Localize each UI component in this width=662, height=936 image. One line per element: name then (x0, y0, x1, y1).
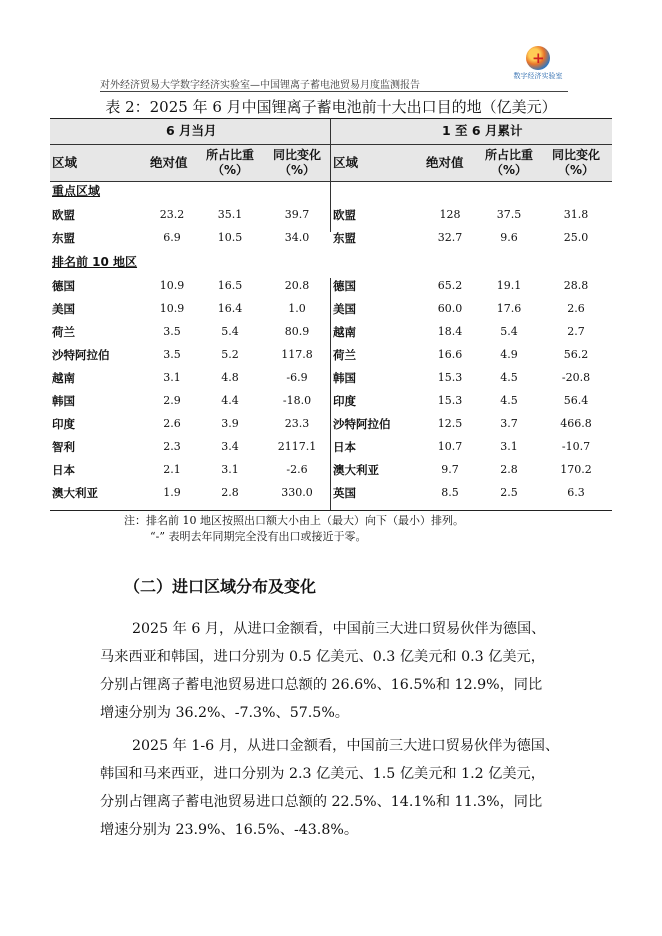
left-group-header: 6 月当月 (166, 123, 217, 138)
share-cell: 35.1 (217, 208, 243, 221)
yoy-cell: 28.8 (563, 279, 589, 292)
header-text: 对外经济贸易大学数字经济实验室—中国锂离子蓄电池贸易月度监测报告 (100, 80, 420, 91)
value-cell: 1.9 (163, 486, 181, 499)
yoy-cell: 34.0 (284, 231, 310, 244)
yoy-cell: 1.0 (288, 302, 306, 315)
col-share-left: 所占比重 （%） (205, 148, 254, 177)
share-cell: 2.5 (500, 486, 518, 499)
region-name: 荷兰 (52, 325, 75, 339)
value-cell: 3.1 (163, 371, 181, 384)
value-cell: 128 (439, 208, 461, 221)
yoy-cell: 6.3 (567, 486, 585, 499)
region-name: 美国 (333, 302, 356, 316)
region-name: 印度 (333, 394, 356, 408)
yoy-cell: 330.0 (281, 486, 313, 499)
value-cell: 3.5 (163, 348, 181, 361)
paragraph-line: 2025 年 6 月，从进口金额看，中国前三大进口贸易伙伴为德国、 (132, 621, 546, 637)
region-name: 智利 (52, 440, 75, 454)
region-name: 美国 (52, 302, 75, 316)
region-name: 韩国 (333, 371, 356, 385)
value-cell: 2.1 (163, 463, 181, 476)
yoy-cell: -20.8 (561, 371, 591, 384)
lab-logo-icon: + (526, 46, 550, 70)
share-cell: 4.5 (500, 394, 518, 407)
share-cell: 3.1 (500, 440, 518, 453)
yoy-cell: 56.2 (563, 348, 589, 361)
share-cell: 5.2 (221, 348, 239, 361)
yoy-cell: 117.8 (281, 348, 313, 361)
col-region-right: 区域 (333, 155, 359, 170)
table-note-1: 注：排名前 10 地区按照出口额大小由上（最大）向下（最小）排列。 (124, 514, 464, 527)
value-cell: 16.6 (437, 348, 463, 361)
report-header (100, 49, 568, 100)
paragraph-jan-jun (100, 732, 570, 844)
value-cell: 2.3 (163, 440, 181, 453)
value-cell: 10.9 (159, 302, 185, 315)
column-divider-upper (330, 118, 331, 232)
share-cell: 4.8 (221, 371, 239, 384)
value-cell: 2.6 (163, 417, 181, 430)
share-cell: 4.5 (500, 371, 518, 384)
value-cell: 23.2 (159, 208, 185, 221)
region-name: 东盟 (333, 231, 356, 245)
value-cell: 3.5 (163, 325, 181, 338)
paragraph-line: 韩国和马来西亚，进口分别为 2.3 亿美元、1.5 亿美元和 1.2 亿美元， (100, 766, 545, 782)
value-cell: 15.3 (437, 371, 463, 384)
share-cell: 9.6 (500, 231, 518, 244)
col-share-right: 所占比重 （%） (484, 148, 533, 177)
paragraph-line: 增速分别为 23.9%、16.5%、-43.8%。 (100, 822, 359, 838)
region-name: 欧盟 (52, 208, 75, 222)
col-yoy-right: 同比变化 （%） (551, 148, 600, 177)
share-cell: 17.6 (496, 302, 522, 315)
value-cell: 65.2 (437, 279, 463, 292)
region-name: 韩国 (52, 394, 75, 408)
value-cell: 32.7 (437, 231, 463, 244)
group-header-band (50, 118, 612, 144)
value-cell: 15.3 (437, 394, 463, 407)
yoy-cell: -6.9 (286, 371, 308, 384)
yoy-cell: 2.7 (567, 325, 585, 338)
value-cell: 10.7 (437, 440, 463, 453)
yoy-cell: 466.8 (560, 417, 592, 430)
share-cell: 3.1 (221, 463, 239, 476)
region-name: 日本 (52, 463, 75, 477)
region-name: 日本 (333, 440, 356, 454)
yoy-cell: 39.7 (284, 208, 310, 221)
col-yoy-left: 同比变化 （%） (272, 148, 321, 177)
share-cell: 3.7 (500, 417, 518, 430)
paragraph-line: 分别占锂离子蓄电池贸易进口总额的 26.6%、16.5%和 12.9%，同比 (100, 677, 543, 693)
region-name: 澳大利亚 (333, 463, 379, 477)
section-top10: 排名前 10 地区 (52, 255, 138, 269)
paragraph-line: 增速分别为 36.2%、-7.3%、57.5%。 (100, 705, 349, 721)
table-title: 表 2：2025 年 6 月中国锂离子蓄电池前十大出口目的地（亿美元） (105, 98, 557, 116)
paragraph-june (100, 615, 570, 727)
rule-group (50, 144, 612, 145)
export-destination-table (50, 118, 612, 512)
yoy-cell: 80.9 (284, 325, 310, 338)
header-divider (100, 91, 568, 92)
region-name: 印度 (52, 417, 75, 431)
value-cell: 8.5 (441, 486, 459, 499)
yoy-cell: 23.3 (284, 417, 310, 430)
yoy-cell: 56.4 (563, 394, 589, 407)
yoy-cell: -10.7 (561, 440, 591, 453)
value-cell: 12.5 (437, 417, 463, 430)
region-name: 荷兰 (333, 348, 356, 362)
yoy-cell: 25.0 (563, 231, 589, 244)
rule-bottom (50, 510, 612, 511)
region-name: 德国 (52, 279, 75, 293)
rule-header (50, 181, 612, 182)
section-key-regions: 重点区域 (52, 184, 101, 198)
share-cell: 16.5 (217, 279, 243, 292)
region-name: 越南 (333, 325, 356, 339)
paragraph-line: 分别占锂离子蓄电池贸易进口总额的 22.5%、14.1%和 11.3%，同比 (100, 794, 543, 810)
col-region-left: 区域 (52, 155, 78, 170)
share-cell: 16.4 (217, 302, 243, 315)
share-cell: 5.4 (221, 325, 239, 338)
share-cell: 5.4 (500, 325, 518, 338)
share-cell: 2.8 (500, 463, 518, 476)
share-cell: 37.5 (496, 208, 522, 221)
lab-logo (508, 46, 568, 90)
yoy-cell: 2.6 (567, 302, 585, 315)
share-cell: 19.1 (496, 279, 522, 292)
share-cell: 10.5 (217, 231, 243, 244)
col-value-left: 绝对值 (150, 155, 188, 170)
table-note-2: “-” 表明去年同期完全没有出口或接近于零。 (150, 530, 367, 543)
region-name: 越南 (52, 371, 75, 385)
rule-top (50, 118, 612, 119)
yoy-cell: 31.8 (563, 208, 589, 221)
region-name: 英国 (333, 486, 356, 500)
value-cell: 60.0 (437, 302, 463, 315)
share-cell: 3.9 (221, 417, 239, 430)
paragraph-line: 马来西亚和韩国，进口分别为 0.5 亿美元、0.3 亿美元和 0.3 亿美元， (100, 649, 545, 665)
value-cell: 6.9 (163, 231, 181, 244)
region-name: 德国 (333, 279, 356, 293)
share-cell: 4.9 (500, 348, 518, 361)
value-cell: 9.7 (441, 463, 459, 476)
share-cell: 4.4 (221, 394, 239, 407)
yoy-cell: 2117.1 (277, 440, 317, 453)
region-name: 沙特阿拉伯 (52, 348, 110, 362)
value-cell: 18.4 (437, 325, 463, 338)
yoy-cell: 20.8 (284, 279, 310, 292)
yoy-cell: 170.2 (560, 463, 592, 476)
region-name: 东盟 (52, 231, 75, 245)
value-cell: 2.9 (163, 394, 181, 407)
yoy-cell: -18.0 (282, 394, 312, 407)
share-cell: 3.4 (221, 440, 239, 453)
section-heading: （二）进口区域分布及变化 (124, 577, 317, 596)
yoy-cell: -2.6 (286, 463, 308, 476)
logo-text: 数字经济实验室 (513, 72, 563, 80)
region-name: 沙特阿拉伯 (333, 417, 391, 431)
paragraph-line: 2025 年 1-6 月，从进口金额看，中国前三大进口贸易伙伴为德国、 (132, 738, 560, 754)
region-name: 澳大利亚 (52, 486, 98, 500)
col-value-right: 绝对值 (426, 155, 464, 170)
value-cell: 10.9 (159, 279, 185, 292)
share-cell: 2.8 (221, 486, 239, 499)
right-group-header: 1 至 6 月累计 (442, 123, 523, 138)
column-divider-lower (330, 278, 331, 510)
region-name: 欧盟 (333, 208, 356, 222)
